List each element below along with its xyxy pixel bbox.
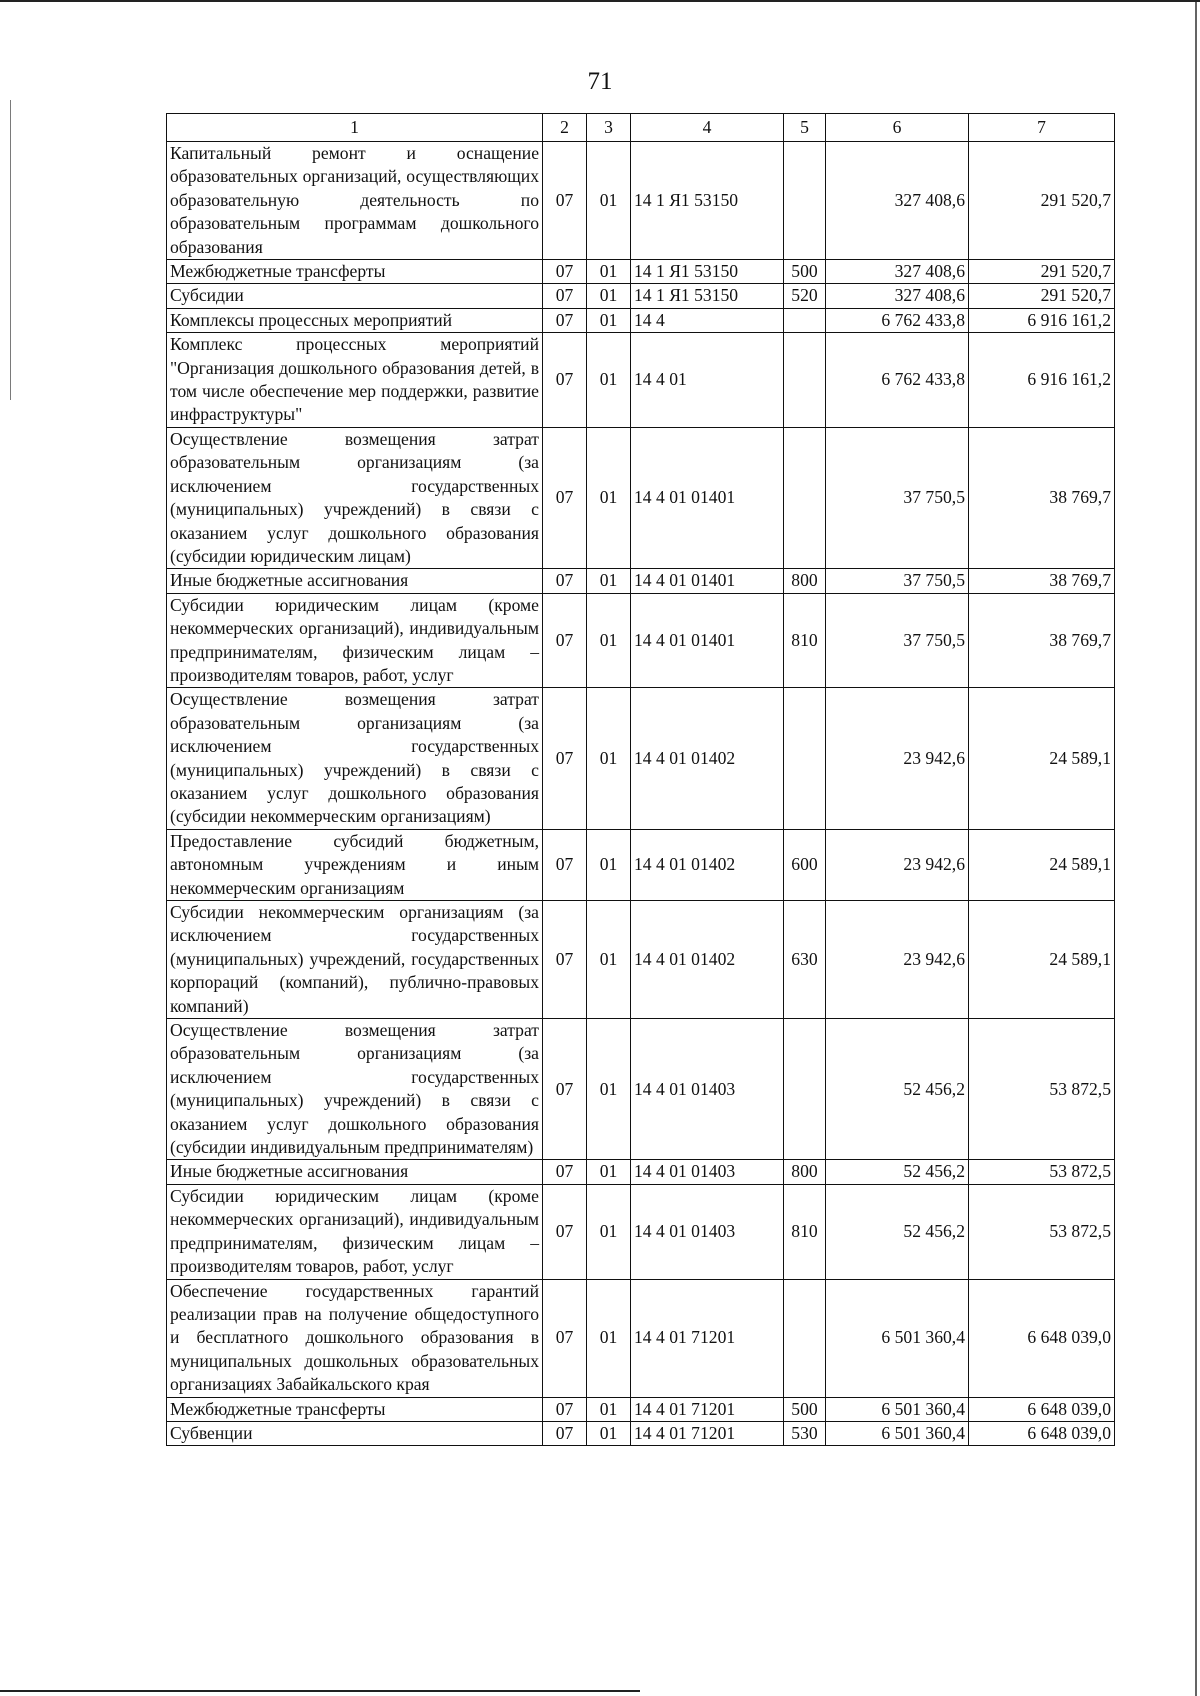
row-amount-year-2: 24 589,1: [969, 688, 1115, 829]
table-row: [167, 284, 1115, 308]
table-row: [167, 829, 1115, 900]
row-name: Осуществление возмещения затрат образовательным организациям (за исключением государственных (муниципальных) учреждений) в связи с оказанием услуг дошкольного образования (субсидии индивидуальным предпринимателям): [167, 1019, 543, 1160]
row-section: 07: [543, 1279, 587, 1397]
scan-bottom-edge: [0, 1690, 640, 1692]
row-section: 07: [543, 1397, 587, 1421]
table-row: [167, 1184, 1115, 1279]
row-amount-year-2: 291 520,7: [969, 142, 1115, 260]
row-code: 14 4 01 01402: [631, 688, 784, 829]
row-subsection: 01: [587, 1279, 631, 1397]
row-subsection: 01: [587, 1160, 631, 1184]
row-expense-type: 800: [784, 1160, 826, 1184]
row-code: 14 1 Я1 53150: [631, 284, 784, 308]
table-row: [167, 1279, 1115, 1397]
row-name: Межбюджетные трансферты: [167, 1397, 543, 1421]
row-code: 14 4 01 01403: [631, 1019, 784, 1160]
row-amount-year-1: 52 456,2: [826, 1160, 969, 1184]
row-expense-type: [784, 688, 826, 829]
row-subsection: 01: [587, 1421, 631, 1445]
row-subsection: 01: [587, 427, 631, 568]
row-amount-year-2: 53 872,5: [969, 1160, 1115, 1184]
col-header-7: 7: [969, 114, 1115, 142]
row-amount-year-1: 37 750,5: [826, 569, 969, 593]
row-amount-year-2: 38 769,7: [969, 593, 1115, 688]
col-header-5: 5: [784, 114, 826, 142]
row-amount-year-1: 52 456,2: [826, 1019, 969, 1160]
row-subsection: 01: [587, 1019, 631, 1160]
row-amount-year-2: 38 769,7: [969, 427, 1115, 568]
row-amount-year-2: 6 648 039,0: [969, 1421, 1115, 1445]
row-amount-year-1: 23 942,6: [826, 829, 969, 900]
col-header-2: 2: [543, 114, 587, 142]
row-code: 14 4 01 71201: [631, 1397, 784, 1421]
row-amount-year-1: 6 501 360,4: [826, 1397, 969, 1421]
row-expense-type: [784, 427, 826, 568]
row-name: Иные бюджетные ассигнования: [167, 569, 543, 593]
row-code: 14 4 01 71201: [631, 1421, 784, 1445]
row-code: 14 4 01 01402: [631, 829, 784, 900]
row-amount-year-2: 6 916 161,2: [969, 333, 1115, 428]
page-number: 71: [587, 68, 613, 95]
row-expense-type: 800: [784, 569, 826, 593]
row-name: Капитальный ремонт и оснащение образовательных организаций, осуществляющих образовательную деятельность по образовательным программам дошкольного образования: [167, 142, 543, 260]
row-expense-type: 500: [784, 1397, 826, 1421]
row-expense-type: [784, 333, 826, 428]
row-amount-year-1: 23 942,6: [826, 688, 969, 829]
scan-right-edge: [1195, 0, 1197, 1696]
row-amount-year-1: 6 762 433,8: [826, 333, 969, 428]
row-amount-year-1: 23 942,6: [826, 901, 969, 1019]
row-amount-year-1: 6 762 433,8: [826, 308, 969, 332]
row-name: Осуществление возмещения затрат образовательным организациям (за исключением государственных (муниципальных) учреждений) в связи с оказанием услуг дошкольного образования (субсидии юридическим лицам): [167, 427, 543, 568]
row-amount-year-2: 291 520,7: [969, 284, 1115, 308]
row-amount-year-1: 327 408,6: [826, 260, 969, 284]
row-expense-type: 810: [784, 1184, 826, 1279]
col-header-1: 1: [167, 114, 543, 142]
row-subsection: 01: [587, 901, 631, 1019]
row-code: 14 4 01: [631, 333, 784, 428]
row-subsection: 01: [587, 308, 631, 332]
row-code: 14 4 01 01401: [631, 593, 784, 688]
table-row: [167, 260, 1115, 284]
scan-top-edge: [0, 0, 1200, 2]
row-section: 07: [543, 427, 587, 568]
row-code: 14 4: [631, 308, 784, 332]
table-row: [167, 593, 1115, 688]
row-code: 14 4 01 01403: [631, 1184, 784, 1279]
row-name: Предоставление субсидий бюджетным, автономным учреждениям и иным некоммерческим организациям: [167, 829, 543, 900]
row-code: 14 4 01 01402: [631, 901, 784, 1019]
row-amount-year-1: 327 408,6: [826, 142, 969, 260]
row-name: Комплекс процессных мероприятий "Организация дошкольного образования детей, в том числе обеспечение мер поддержки, развитие инфраструктуры": [167, 333, 543, 428]
table-row: [167, 1397, 1115, 1421]
row-amount-year-1: 6 501 360,4: [826, 1421, 969, 1445]
row-amount-year-2: 38 769,7: [969, 569, 1115, 593]
row-subsection: 01: [587, 1184, 631, 1279]
row-section: 07: [543, 688, 587, 829]
row-amount-year-2: 6 648 039,0: [969, 1397, 1115, 1421]
row-name: Межбюджетные трансферты: [167, 260, 543, 284]
budget-table: [166, 113, 1115, 1446]
row-section: 07: [543, 142, 587, 260]
row-section: 07: [543, 569, 587, 593]
row-expense-type: 630: [784, 901, 826, 1019]
row-expense-type: 500: [784, 260, 826, 284]
row-section: 07: [543, 593, 587, 688]
col-header-4: 4: [631, 114, 784, 142]
row-name: Субвенции: [167, 1421, 543, 1445]
row-expense-type: 600: [784, 829, 826, 900]
row-amount-year-2: 53 872,5: [969, 1184, 1115, 1279]
row-code: 14 4 01 71201: [631, 1279, 784, 1397]
row-section: 07: [543, 333, 587, 428]
table-row: [167, 333, 1115, 428]
row-name: Субсидии юридическим лицам (кроме некоммерческих организаций), индивидуальным предпринимателям, физическим лицам – производителям товаров, работ, услуг: [167, 1184, 543, 1279]
row-expense-type: [784, 1279, 826, 1397]
table-row: [167, 1019, 1115, 1160]
row-section: 07: [543, 284, 587, 308]
scan-left-edge: [10, 100, 11, 400]
row-name: Субсидии: [167, 284, 543, 308]
row-section: 07: [543, 308, 587, 332]
row-subsection: 01: [587, 1397, 631, 1421]
table-row: [167, 308, 1115, 332]
row-amount-year-1: 327 408,6: [826, 284, 969, 308]
row-expense-type: 520: [784, 284, 826, 308]
row-amount-year-2: 24 589,1: [969, 829, 1115, 900]
row-subsection: 01: [587, 688, 631, 829]
row-subsection: 01: [587, 142, 631, 260]
col-header-3: 3: [587, 114, 631, 142]
table-row: [167, 688, 1115, 829]
row-amount-year-2: 6 916 161,2: [969, 308, 1115, 332]
row-name: Комплексы процессных мероприятий: [167, 308, 543, 332]
row-code: 14 1 Я1 53150: [631, 260, 784, 284]
row-name: Субсидии некоммерческим организациям (за исключением государственных (муниципальных) учреждений, государственных корпораций (компаний), публично-правовых компаний): [167, 901, 543, 1019]
table-row: [167, 1160, 1115, 1184]
row-amount-year-1: 52 456,2: [826, 1184, 969, 1279]
row-subsection: 01: [587, 260, 631, 284]
row-subsection: 01: [587, 829, 631, 900]
row-name: Обеспечение государственных гарантий реализации прав на получение общедоступного и бесплатного дошкольного образования в муниципальных дошкольных образовательных организациях Забайкальского края: [167, 1279, 543, 1397]
row-section: 07: [543, 1160, 587, 1184]
row-section: 07: [543, 829, 587, 900]
row-expense-type: 530: [784, 1421, 826, 1445]
row-amount-year-1: 37 750,5: [826, 427, 969, 568]
row-amount-year-2: 53 872,5: [969, 1019, 1115, 1160]
row-name: Иные бюджетные ассигнования: [167, 1160, 543, 1184]
row-section: 07: [543, 1421, 587, 1445]
row-name: Осуществление возмещения затрат образовательным организациям (за исключением государственных (муниципальных) учреждений) в связи с оказанием услуг дошкольного образования (субсидии некоммерческим организациям): [167, 688, 543, 829]
table-body: [167, 142, 1115, 1446]
row-code: 14 4 01 01401: [631, 569, 784, 593]
table-row: [167, 569, 1115, 593]
row-code: 14 1 Я1 53150: [631, 142, 784, 260]
row-expense-type: [784, 308, 826, 332]
row-amount-year-2: 291 520,7: [969, 260, 1115, 284]
row-subsection: 01: [587, 333, 631, 428]
row-section: 07: [543, 260, 587, 284]
row-name: Субсидии юридическим лицам (кроме некоммерческих организаций), индивидуальным предпринимателям, физическим лицам – производителям товаров, работ, услуг: [167, 593, 543, 688]
row-amount-year-1: 37 750,5: [826, 593, 969, 688]
row-section: 07: [543, 1184, 587, 1279]
header-row: [167, 114, 1115, 142]
row-section: 07: [543, 901, 587, 1019]
table-row: [167, 1421, 1115, 1445]
row-expense-type: [784, 142, 826, 260]
row-expense-type: [784, 1019, 826, 1160]
col-header-6: 6: [826, 114, 969, 142]
row-subsection: 01: [587, 569, 631, 593]
row-expense-type: 810: [784, 593, 826, 688]
table-row: [167, 427, 1115, 568]
row-subsection: 01: [587, 284, 631, 308]
row-amount-year-2: 6 648 039,0: [969, 1279, 1115, 1397]
row-subsection: 01: [587, 593, 631, 688]
row-section: 07: [543, 1019, 587, 1160]
row-code: 14 4 01 01403: [631, 1160, 784, 1184]
table-row: [167, 142, 1115, 260]
row-amount-year-2: 24 589,1: [969, 901, 1115, 1019]
table-row: [167, 901, 1115, 1019]
row-amount-year-1: 6 501 360,4: [826, 1279, 969, 1397]
row-code: 14 4 01 01401: [631, 427, 784, 568]
